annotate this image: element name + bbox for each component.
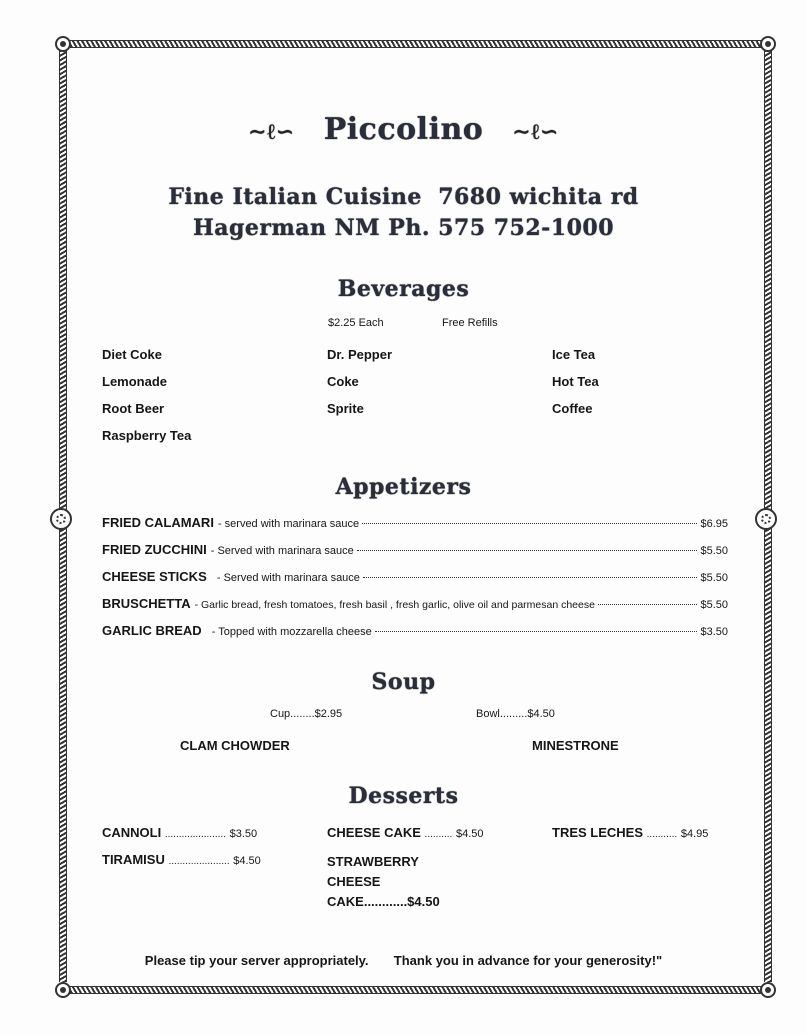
dot-leader xyxy=(357,550,698,551)
dessert-price: $4.95 xyxy=(680,828,709,840)
appetizer-row xyxy=(102,542,728,560)
appetizer-name: FRIED CALAMARI xyxy=(102,515,214,530)
appetizers-heading: Appetizers xyxy=(335,474,472,500)
dot-leader: .......... xyxy=(424,829,453,840)
appetizer-description: - Served with marinara sauce xyxy=(210,572,360,584)
appetizer-row xyxy=(102,623,728,641)
dessert-price: $4.50 xyxy=(455,828,484,840)
appetizer-price: $3.50 xyxy=(700,626,728,638)
appetizer-description: - Garlic bread, fresh tomatoes, fresh basil , fresh garlic, olive oil and parmesan cheese xyxy=(194,599,595,611)
appetizer-name: CHEESE STICKS xyxy=(102,569,207,584)
appetizer-name: BRUSCHETTA xyxy=(102,596,191,611)
beverage-price-note: $2.25 Each xyxy=(328,317,384,329)
appetizer-price: $5.50 xyxy=(700,599,728,611)
beverage-item: Root Beer xyxy=(102,401,165,416)
subtitle-line-1: Fine Italian Cuisine 7680 wichita rd xyxy=(168,184,639,210)
dot-leader xyxy=(375,631,698,632)
dessert-name: TIRAMISU xyxy=(102,852,165,867)
appetizer-description: - served with marinara sauce xyxy=(217,518,360,530)
bottom-border xyxy=(66,986,762,994)
beverage-item: Dr. Pepper xyxy=(327,347,393,362)
soup-heading: Soup xyxy=(371,669,436,695)
appetizer-name: FRIED ZUCCHINI xyxy=(102,542,207,557)
appetizer-row xyxy=(102,596,728,614)
corner-ornament-top-right xyxy=(760,36,776,52)
swirl-ornament-left: ∼ℓ∽ xyxy=(248,119,295,145)
dessert-name-line: STRAWBERRY xyxy=(327,854,419,869)
beverage-item: Diet Coke xyxy=(102,347,162,362)
thanks-note: Thank you in advance for your generosity!" xyxy=(393,953,663,968)
appetizer-description: - Served with marinara sauce xyxy=(210,545,354,557)
beverage-refill-note: Free Refills xyxy=(442,317,498,329)
dessert-item-cannoli xyxy=(102,825,257,840)
dessert-item-cheese-cake xyxy=(327,825,484,840)
dessert-name-line: CHEESE xyxy=(327,874,381,889)
dot-leader xyxy=(362,523,697,524)
corner-ornament-top-left xyxy=(55,36,71,52)
footer-message xyxy=(0,953,807,968)
beverages-heading: Beverages xyxy=(337,276,470,302)
top-border xyxy=(66,40,762,48)
dot-leader xyxy=(598,604,698,605)
soup-cup-price: Cup........$2.95 xyxy=(270,708,343,720)
corner-ornament-bottom-left xyxy=(55,982,71,998)
appetizer-name: GARLIC BREAD xyxy=(102,623,202,638)
soup-item: MINESTRONE xyxy=(532,738,619,753)
subtitle-line-2: Hagerman NM Ph. 575 752-1000 xyxy=(192,215,615,241)
beverage-item: Coke xyxy=(327,374,359,389)
restaurant-title-row xyxy=(0,112,807,147)
dessert-item-strawberry-cheese-cake xyxy=(327,852,440,912)
dot-leader: ........... xyxy=(646,829,678,840)
appetizer-row xyxy=(102,515,728,533)
dessert-name: TRES LECHES xyxy=(552,825,644,840)
swirl-ornament-right: ∼ℓ∽ xyxy=(512,119,559,145)
appetizer-price: $6.95 xyxy=(700,518,728,530)
restaurant-subtitle xyxy=(0,182,807,244)
dessert-name: CANNOLI xyxy=(102,825,162,840)
beverage-item: Lemonade xyxy=(102,374,168,389)
appetizer-description: - Topped with mozzarella cheese xyxy=(205,626,372,638)
dessert-price: $3.50 xyxy=(229,828,258,840)
dot-leader: ...................... xyxy=(168,856,230,867)
appetizer-row xyxy=(102,569,728,587)
dessert-item-tiramisu xyxy=(102,852,261,867)
medallion-ornament-left xyxy=(50,508,72,530)
appetizer-price: $5.50 xyxy=(700,545,728,557)
desserts-heading: Desserts xyxy=(348,783,459,809)
beverage-item: Ice Tea xyxy=(552,347,596,362)
corner-ornament-bottom-right xyxy=(760,982,776,998)
beverage-item: Coffee xyxy=(552,401,593,416)
restaurant-name: Piccolino xyxy=(323,112,484,147)
beverage-item: Raspberry Tea xyxy=(102,428,192,443)
dessert-name: CHEESE CAKE xyxy=(327,825,421,840)
dessert-price: $4.50 xyxy=(233,855,261,867)
beverage-item: Sprite xyxy=(327,401,364,416)
beverage-item: Hot Tea xyxy=(552,374,599,389)
tip-note: Please tip your server appropriately. xyxy=(144,953,369,968)
medallion-ornament-right xyxy=(755,508,777,530)
soup-item: CLAM CHOWDER xyxy=(180,738,290,753)
soup-bowl-price: Bowl.........$4.50 xyxy=(476,708,555,720)
dessert-item-tres-leches xyxy=(552,825,708,840)
dessert-name-price-line: CAKE............$4.50 xyxy=(327,894,440,909)
appetizer-price: $5.50 xyxy=(700,572,728,584)
dot-leader: ...................... xyxy=(164,829,226,840)
dot-leader xyxy=(363,577,698,578)
